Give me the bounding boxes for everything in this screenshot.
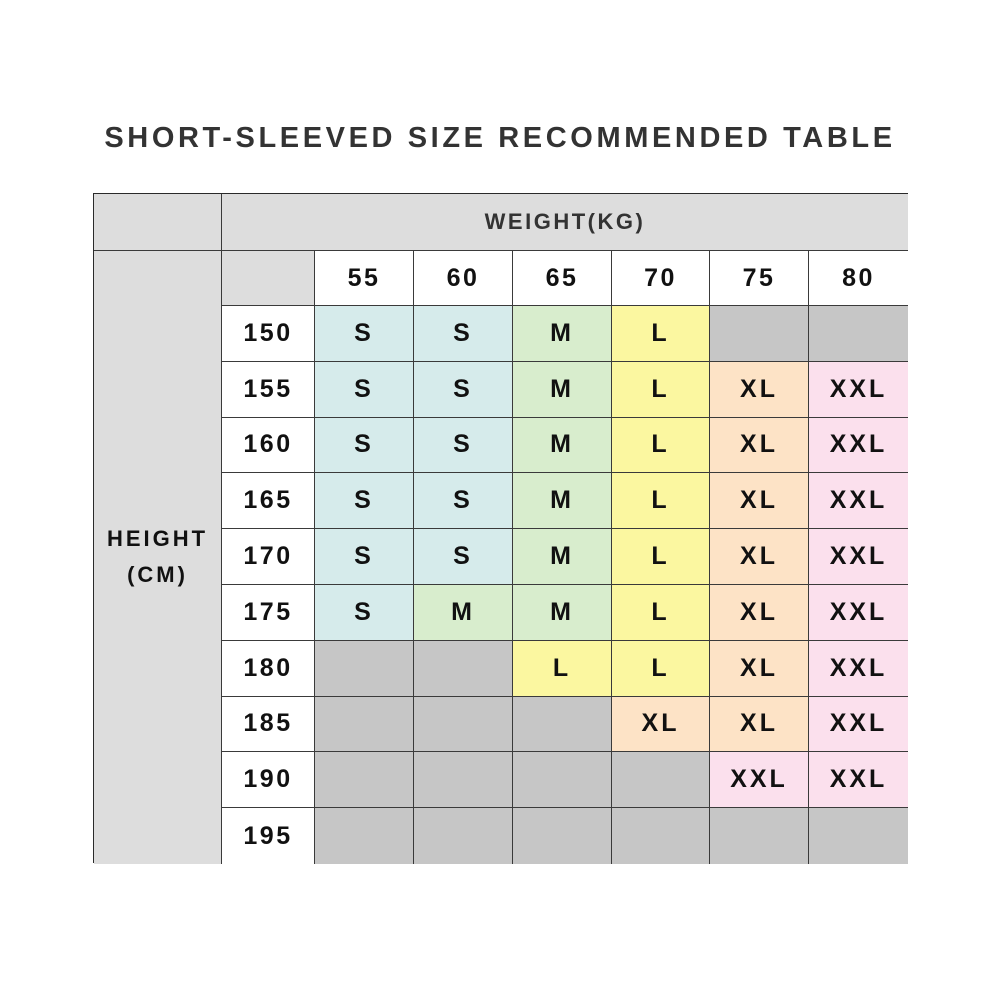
weight-header: WEIGHT(KG) xyxy=(222,194,908,251)
weight-value: 70 xyxy=(612,251,710,306)
height-value: 170 xyxy=(222,529,315,585)
size-cell: XXL xyxy=(809,473,908,529)
empty-cell xyxy=(315,641,414,697)
size-cell: XXL xyxy=(809,362,908,418)
size-cell: M xyxy=(513,362,612,418)
size-cell: S xyxy=(414,473,513,529)
size-cell: S xyxy=(414,306,513,362)
size-cell: S xyxy=(315,418,414,474)
size-cell: XXL xyxy=(809,697,908,753)
size-cell: XL xyxy=(710,529,809,585)
empty-cell xyxy=(513,808,612,864)
size-cell: S xyxy=(315,473,414,529)
empty-cell xyxy=(414,808,513,864)
empty-cell xyxy=(513,752,612,808)
size-cell: M xyxy=(513,418,612,474)
size-cell: XL xyxy=(710,697,809,753)
size-cell: XXL xyxy=(809,529,908,585)
empty-cell xyxy=(612,808,710,864)
size-cell: XXL xyxy=(809,752,908,808)
size-cell: S xyxy=(414,362,513,418)
size-cell: M xyxy=(513,473,612,529)
empty-cell xyxy=(315,697,414,753)
height-value: 150 xyxy=(222,306,315,362)
size-cell: XXL xyxy=(710,752,809,808)
empty-cell xyxy=(414,752,513,808)
table-corner xyxy=(94,194,222,251)
height-value: 185 xyxy=(222,697,315,753)
empty-cell xyxy=(710,808,809,864)
size-table xyxy=(93,193,908,863)
size-cell: L xyxy=(612,529,710,585)
size-cell: L xyxy=(612,418,710,474)
empty-cell xyxy=(315,752,414,808)
empty-cell xyxy=(414,641,513,697)
size-cell: XXL xyxy=(809,418,908,474)
size-cell: L xyxy=(612,641,710,697)
size-cell: XXL xyxy=(809,641,908,697)
weight-value: 55 xyxy=(315,251,414,306)
height-value: 160 xyxy=(222,418,315,474)
empty-cell xyxy=(414,697,513,753)
size-cell: S xyxy=(315,306,414,362)
size-cell: S xyxy=(315,529,414,585)
size-cell: S xyxy=(414,418,513,474)
size-cell: S xyxy=(315,362,414,418)
size-cell: M xyxy=(513,529,612,585)
weight-value: 60 xyxy=(414,251,513,306)
height-value: 195 xyxy=(222,808,315,864)
size-cell: L xyxy=(612,585,710,641)
empty-cell xyxy=(513,697,612,753)
height-value: 190 xyxy=(222,752,315,808)
size-cell: XL xyxy=(710,473,809,529)
empty-cell xyxy=(809,808,908,864)
empty-cell xyxy=(315,808,414,864)
size-cell: XXL xyxy=(809,585,908,641)
size-cell: XL xyxy=(710,362,809,418)
axis-corner xyxy=(222,251,315,306)
size-cell: M xyxy=(513,306,612,362)
empty-cell xyxy=(612,752,710,808)
weight-value: 65 xyxy=(513,251,612,306)
empty-cell xyxy=(710,306,809,362)
height-value: 155 xyxy=(222,362,315,418)
height-value: 180 xyxy=(222,641,315,697)
height-header-label: HEIGHT xyxy=(106,526,209,552)
size-cell: L xyxy=(612,306,710,362)
size-cell: L xyxy=(612,473,710,529)
size-cell: XL xyxy=(710,418,809,474)
size-cell: L xyxy=(612,362,710,418)
height-value: 175 xyxy=(222,585,315,641)
size-cell: XL xyxy=(612,697,710,753)
weight-value: 75 xyxy=(710,251,809,306)
height-value: 165 xyxy=(222,473,315,529)
size-cell: L xyxy=(513,641,612,697)
height-header xyxy=(94,251,222,864)
height-header-unit: (CM) xyxy=(127,562,188,588)
page-title: SHORT-SLEEVED SIZE RECOMMENDED TABLE xyxy=(104,122,896,154)
size-cell: S xyxy=(414,529,513,585)
weight-value: 80 xyxy=(809,251,908,306)
size-cell: M xyxy=(513,585,612,641)
size-cell: XL xyxy=(710,641,809,697)
size-cell: M xyxy=(414,585,513,641)
size-cell: S xyxy=(315,585,414,641)
size-cell: XL xyxy=(710,585,809,641)
empty-cell xyxy=(809,306,908,362)
